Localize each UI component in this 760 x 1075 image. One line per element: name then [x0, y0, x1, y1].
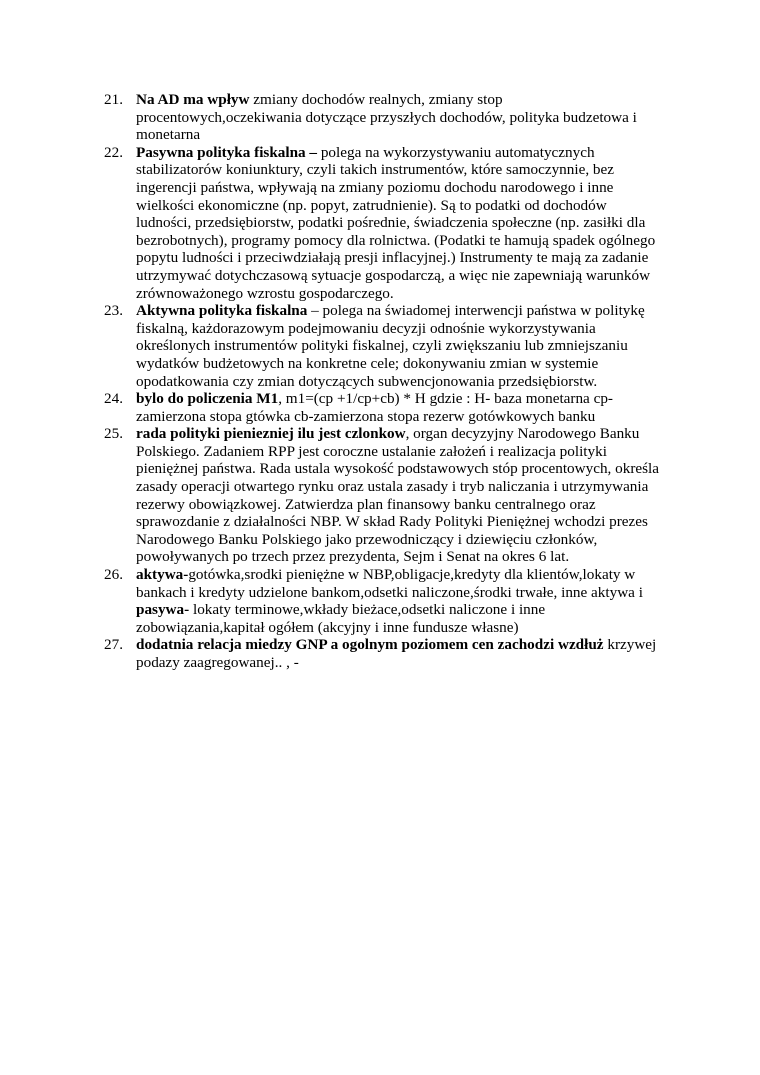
item-bold-lead: Aktywna polityka fiskalna — [136, 302, 308, 320]
item-bold-lead: Na AD ma wpływ — [136, 91, 250, 108]
item-bold-lead: bylo do policzenia M1 — [136, 390, 279, 408]
item-number: 26. — [104, 566, 123, 584]
item-number: 24. — [104, 390, 123, 408]
numbered-list — [104, 91, 664, 672]
item-body: krzywej podazy zaagregowanej.. , - — [136, 636, 657, 671]
item-body: polega na wykorzystywaniu automatycznych stabilizatorów koniunktury, czyli takich instrumentów, które samoczynnie, bez ingerencji państwa, wpływają na zmiany poziomu dochodu narodowego i inne wielkości ekonomiczne (np. popyt, zatrudnienie). Są to podatki od dochodów ludności, przedsiębiorstw, podatki pośrednie, świadczenia społeczne (np. zasiłki dla bezrobotnych), programy pomocy dla rolnictwa. (Podatki te hamują spadek ogólnego popytu ludności i przeciwdziałają presji inflacyjnej.) Instrumenty te mają za zadanie utrzymywać dotychczasową sytuacje gospodarczą, a więc nie zapewniają warunków zrównoważonego wzrostu gospodarczego. — [136, 143, 656, 302]
item-text — [136, 636, 656, 671]
list-item — [104, 636, 664, 671]
list-item — [104, 390, 664, 425]
item-number: 25. — [104, 425, 123, 443]
item-text — [136, 91, 637, 143]
item-text — [136, 144, 655, 302]
item-bold-lead: dodatnia relacja miedzy GNP a ogolnym poziomem cen zachodzi wzdłuż — [136, 636, 604, 654]
item-bold-lead: rada polityki pieniezniej ilu jest czlonkow — [136, 425, 406, 443]
item-body: zmiany dochodów realnych, zmiany stop procentowych,oczekiwania dotyczące przyszłych dochodów, polityka budzetowa i monetarna — [136, 91, 637, 144]
item-body: – polega na świadomej interwencji państwa w politykę fiskalną, każdorazowym podejmowaniu decyzji odnośnie wykorzystywania określonych instrumentów polityki fiskalnej, czyli zwiększaniu lub zmniejszaniu wydatków budżetowych na konkretne cele; dokonywaniu zmian w systemie opodatkowania czy zmian dotyczących subwencjonowania przedsiębiorstw. — [136, 302, 645, 390]
item-number: 22. — [104, 143, 123, 161]
item-bold-second: pasywa- — [136, 601, 190, 619]
list-item — [104, 425, 664, 566]
item-body: gotówka,srodki pieniężne w NBP,obligacje,kredyty dla klientów,lokaty w bankach i kredyty udzielone bankom,odsetki naliczone,środki trwałe, inne aktywa i — [136, 566, 643, 601]
item-text — [136, 425, 659, 565]
item-number: 27. — [104, 636, 123, 654]
item-text — [136, 566, 643, 636]
item-text — [136, 390, 613, 425]
item-body: , organ decyzyjny Narodowego Banku Polskiego. Zadaniem RPP jest coroczne ustalanie założeń i realizacja polityki pieniężnej państwa. Rada ustala wysokość podstawowych stóp procentowych, określa zasady operacji otwartego rynku oraz ustala zasady i tryb naliczania i utrzymywania rezerwy obowiązkowej. Zatwierdza plan finansowy banku centralnego oraz sprawozdanie z działalności NBP. W skład Rady Polityki Pieniężnej wchodzi prezes Narodowego Banku Polskiego jako przewodniczący i dziewięciu członków, powoływanych po trzech przez prezydenta, Sejm i Senat na okres 6 lat. — [136, 425, 659, 566]
item-text — [136, 302, 645, 389]
item-number: 23. — [104, 302, 123, 320]
item-bold-lead: Pasywna polityka fiskalna – — [136, 143, 318, 161]
list-item — [104, 302, 664, 390]
item-body-second: lokaty terminowe,wkłady bieżace,odsetki naliczone i inne zobowiązania,kapitał ogółem (akcyjny i inne fundusze własne) — [136, 601, 546, 636]
item-number: 21. — [104, 91, 123, 108]
item-bold-lead: aktywa- — [136, 566, 189, 584]
list-item — [104, 566, 664, 636]
list-item — [104, 91, 664, 144]
item-body: , m1=(cp +1/cp+cb) * H gdzie : H- baza monetarna cp-zamierzona stopa gtówka cb-zamierzona stopa rezerw gotówkowych banku — [136, 390, 613, 425]
list-item — [104, 144, 664, 302]
